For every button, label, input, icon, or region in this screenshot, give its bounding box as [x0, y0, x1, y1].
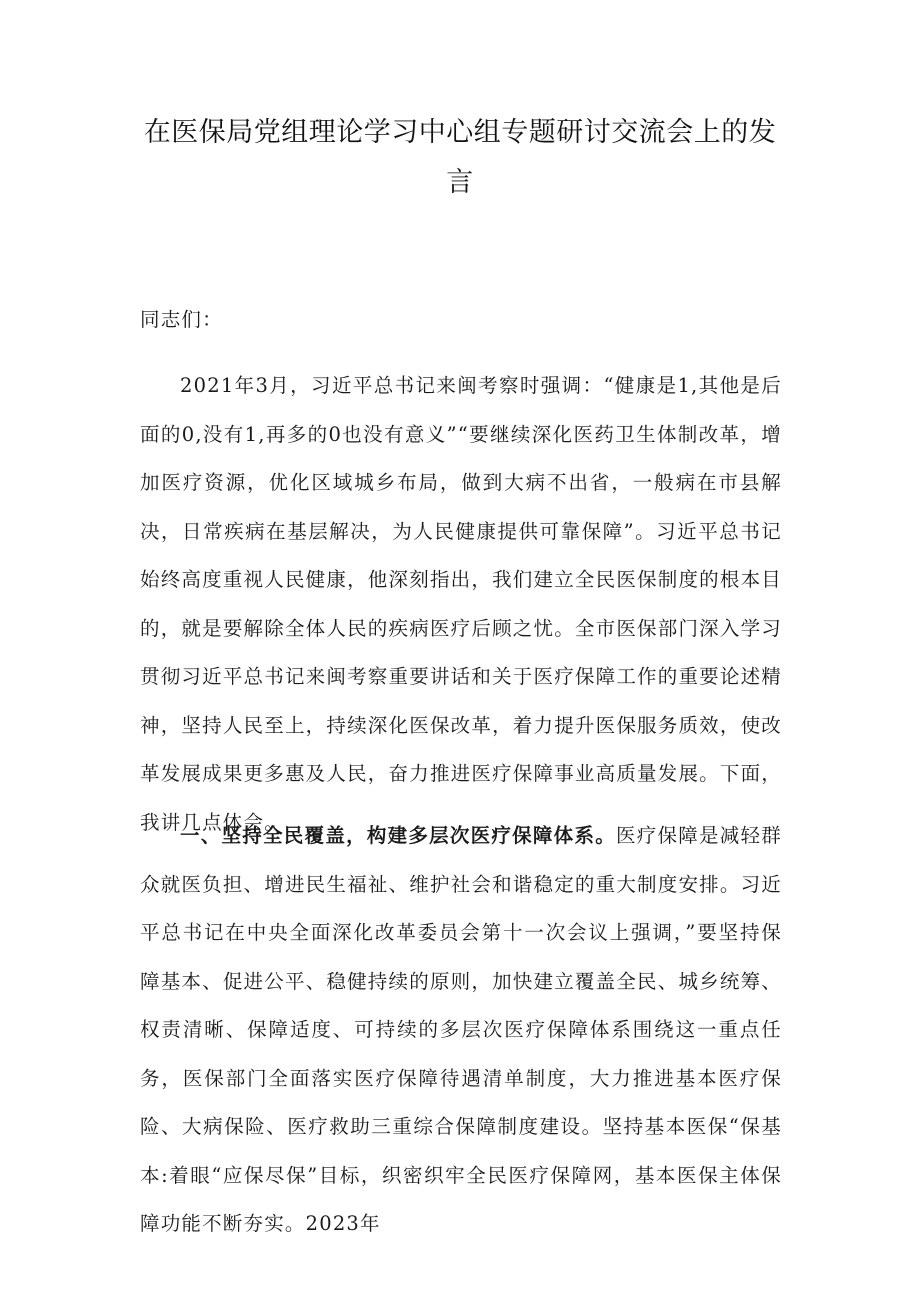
section-one-heading: 一、坚持全民覆盖，构建多层次医疗保障体系。	[180, 824, 616, 847]
document-title: 在医保局党组理论学习中心组专题研讨交流会上的发言	[143, 117, 777, 198]
paragraph-section-one	[140, 812, 782, 1249]
salutation: 同志们：	[140, 308, 223, 331]
paragraph-intro: 2021年3月，习近平总书记来闽考察时强调：“健康是1,其他是后面的0,没有1,再多的0也没有意义”“要继续深化医药卫生体制改革，增加医疗资源，优化区域城乡布局，做到大病不出省，一般病在市县解决，日常疾病在基层解决，为人民健康提供可靠保障”。习近平总书记始终高度重视人民健康，他深刻指出，我们建立全民医保制度的根本目的，就是要解除全体人民的疾病医疗后顾之忧。全市医保部门深入学习贯彻习近平总书记来闽考察重要讲话和关于医疗保障工作的重要论述精神，坚持人民至上，持续深化医保改革，着力提升医保服务质效，使改革发展成果更多惠及人民，奋力推进医疗保障事业高质量发展。下面，我讲几点体会。	[140, 374, 782, 834]
section-one-body: 医疗保障是减轻群众就医负担、增进民生福祉、维护社会和谐稳定的重大制度安排。习近平总书记在中央全面深化改革委员会第十一次会议上强调，”要坚持保障基本、促进公平、稳健持续的原则，加快建立覆盖全民、城乡统筹、权责清晰、保障适度、可持续的多层次医疗保障体系围绕这一重点任务，医保部门全面落实医疗保障待遇清单制度，大力推进基本医疗保险、大病保险、医疗救助三重综合保障制度建设。坚持基本医保“保基本:着眼“应保尽保”目标，织密织牢全民医疗保障网，基本医保主体保障功能不断夯实。2023年	[140, 824, 782, 1235]
